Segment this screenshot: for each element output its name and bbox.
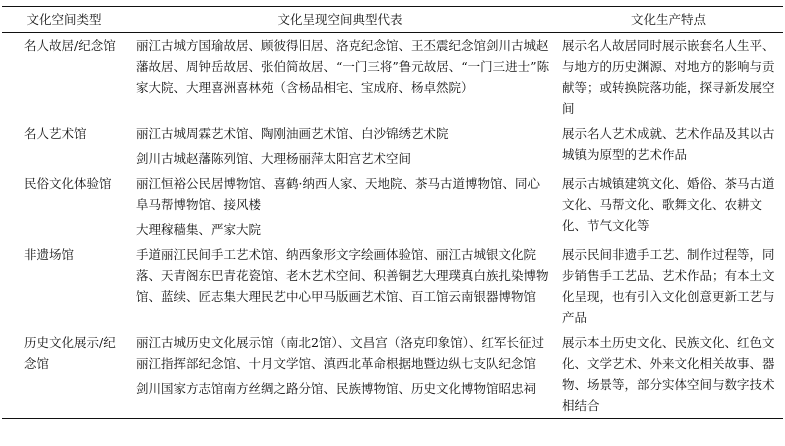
header-features: 文化生产特点 bbox=[630, 12, 706, 27]
row-representatives bbox=[126, 33, 554, 122]
row-features: 展示名人艺术成就、艺术作品及其以古城镇为原型的艺术作品 bbox=[562, 126, 775, 162]
row-features: 展示古城镇建筑文化、婚俗、茶马古道文化、马帮文化、歌舞文化、农耕文化、节气文化等 bbox=[562, 176, 775, 233]
row-type: 非遗场馆 bbox=[24, 247, 75, 262]
row-type: 名人艺术馆 bbox=[24, 126, 87, 141]
row-type: 名人故居/纪念馆 bbox=[24, 38, 116, 53]
row-representatives bbox=[126, 242, 554, 330]
representatives-text: 丽江古城历史文化展示馆（南北2馆）、文昌宫（洛克印象馆）、红军长征过丽江指挥部纪念馆、十月文学馆、滇西北革命根据地暨边纵七支队纪念馆 bbox=[136, 335, 544, 371]
row-features: 展示名人故居同时展示嵌套名人生平、与地方的历史渊源、对地方的影响与贡献等；或转换院落功能，探寻新发展空间 bbox=[562, 38, 775, 116]
row-type: 民俗文化体验馆 bbox=[24, 176, 112, 191]
table-row bbox=[2, 33, 783, 122]
representatives-text: 手道丽江民间手工艺术馆、纳西象形文字绘画体验馆、丽江古城银文化院落、天青阁东巴青花瓷馆、老木艺术空间、积善铜艺大理璞真白族扎染博物馆、蓝续、匠志集大理民艺中心甲马版画艺术馆、百工馆云南银器博物馆 bbox=[136, 247, 549, 304]
representatives-text: 大理稼穑集、严家大院 bbox=[136, 222, 262, 237]
table-row bbox=[2, 121, 783, 171]
row-features: 展示民间非遗手工艺、制作过程等，同步销售手工艺品、艺术作品；有本土文化呈现，也有引入文化创意更新工艺与产品 bbox=[562, 247, 775, 325]
representatives-text: 丽江古城周霖艺术馆、陶刚油画艺术馆、白沙锦绣艺术院 bbox=[136, 126, 449, 141]
representatives-text: 剑川国家方志馆南方丝绸之路分馆、民族博物馆、历史文化博物馆昭忠祠 bbox=[136, 381, 537, 396]
row-features: 展示本土历史文化、民族文化、红色文化、文学艺术、外来文化相关故事、器物、场景等，部分实体空间与数字技术相结合 bbox=[562, 335, 775, 413]
table-row bbox=[2, 242, 783, 330]
table-row bbox=[2, 171, 783, 242]
row-representatives bbox=[126, 121, 554, 171]
row-type: 历史文化展示/纪念馆 bbox=[24, 335, 116, 371]
row-representatives bbox=[126, 330, 554, 419]
header-type: 文化空间类型 bbox=[26, 12, 102, 27]
table-row bbox=[2, 330, 783, 419]
representatives-text: 丽江古城方国瑜故居、顾彼得旧居、洛克纪念馆、王丕震纪念馆剑川古城赵藩故居、周钟岳故居、张伯简故居、“一门三将”鲁元故居、“一门三进士”陈家大院、大理喜洲喜林苑（含杨品相宅、宝成府、杨卓然院） bbox=[136, 38, 550, 95]
header-representatives: 文化呈现空间典型代表 bbox=[277, 12, 403, 27]
representatives-text: 丽江恒裕公民居博物馆、喜鹤·纳西人家、天地院、茶马古道博物馆、同心阜马帮博物馆、接风楼 bbox=[136, 176, 540, 212]
culture-space-table bbox=[2, 6, 783, 419]
row-representatives bbox=[126, 171, 554, 242]
table-header-row bbox=[2, 7, 783, 33]
representatives-text: 剑川古城赵藩陈列馆、大理杨丽萍太阳宫艺术空间 bbox=[136, 151, 412, 166]
